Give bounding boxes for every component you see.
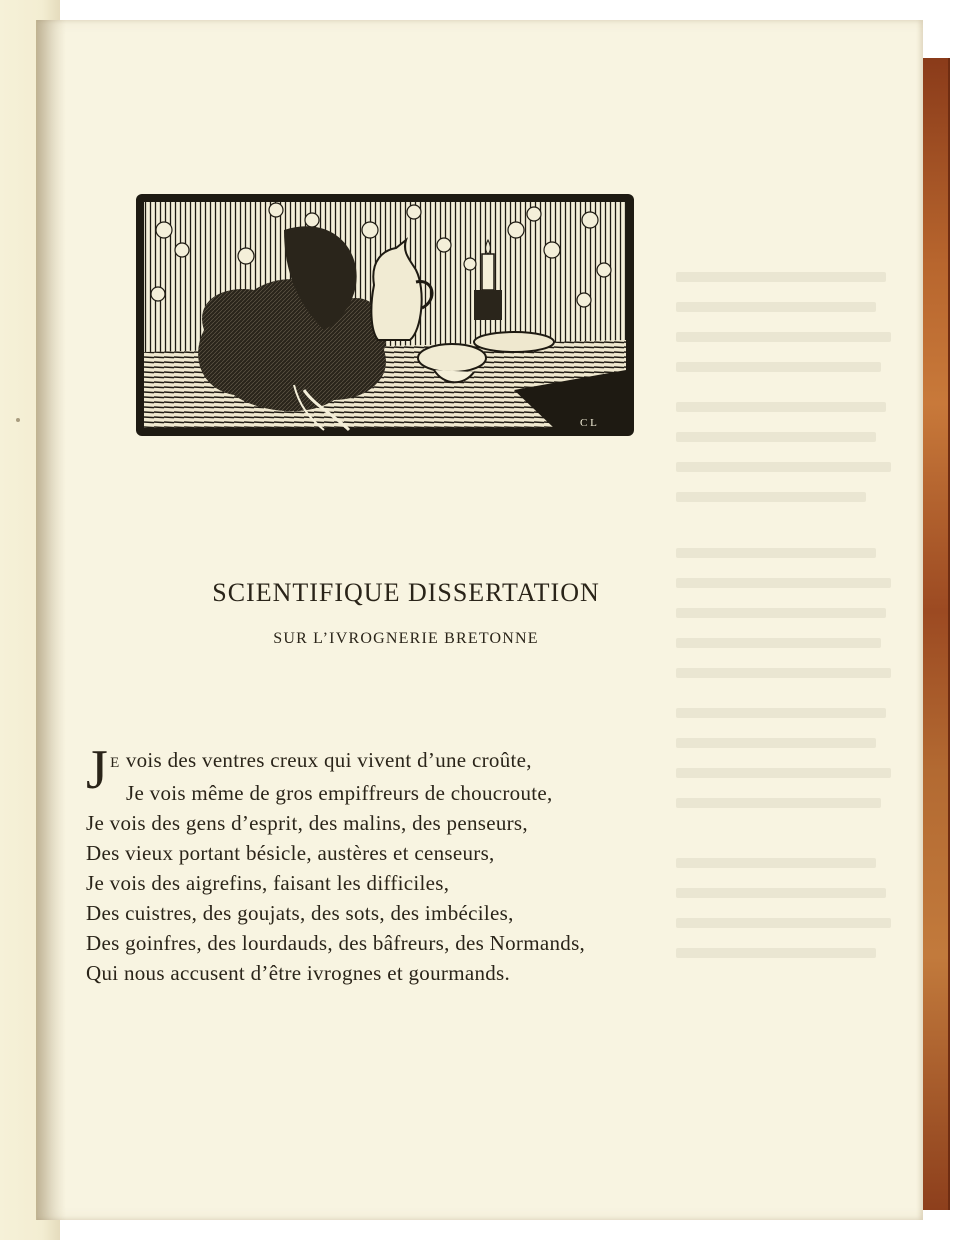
show-through-line	[676, 332, 891, 342]
hat-and-cloth	[198, 279, 386, 411]
candle	[482, 254, 494, 290]
woodcut-illustration	[134, 190, 638, 440]
verse-line-8: Qui nous accusent d’être ivrognes et gourmands.	[86, 961, 511, 985]
artist-signature: C L	[580, 417, 597, 429]
candlestick	[474, 290, 502, 320]
show-through-line	[676, 858, 876, 868]
show-through-line	[676, 918, 891, 928]
page-title: SCIENTIFIQUE DISSERTATION	[212, 578, 600, 607]
drop-cap: J	[86, 739, 109, 801]
show-through-line	[676, 432, 876, 442]
show-through-line	[676, 668, 891, 678]
show-through-line	[676, 798, 881, 808]
show-through-line	[676, 402, 886, 412]
bowl	[418, 344, 486, 372]
show-through-line	[676, 548, 876, 558]
gutter-shadow	[36, 20, 66, 1220]
verse-line-5: Je vois des aigrefins, faisant les difficiles,	[86, 871, 450, 895]
show-through-line	[676, 492, 866, 502]
verse-line-2: Je vois même de gros empiffreurs de choucroute,	[126, 781, 553, 805]
paper-speck	[16, 418, 20, 422]
show-through-line	[676, 362, 881, 372]
show-through-line	[676, 608, 886, 618]
verse-line-1-text: vois des ventres creux qui vivent d’une croûte,	[120, 748, 532, 772]
show-through-line	[676, 302, 876, 312]
plate	[474, 332, 554, 352]
page-subtitle: SUR L’IVROGNERIE BRETONNE	[273, 630, 539, 647]
show-through-line	[676, 768, 891, 778]
show-through-line	[676, 708, 886, 718]
verse-line-4: Des vieux portant bésicle, austères et censeurs,	[86, 841, 495, 865]
show-through-line	[676, 888, 886, 898]
show-through-line	[676, 948, 876, 958]
show-through-line	[676, 738, 876, 748]
poem-stanza	[86, 739, 706, 988]
verse-line-7: Des goinfres, des lourdauds, des bâfreurs, des Normands,	[86, 931, 586, 955]
first-word-smallcap: E	[110, 755, 121, 771]
show-through-line	[676, 462, 891, 472]
show-through-line	[676, 272, 886, 282]
verse-line-6: Des cuistres, des goujats, des sots, des imbéciles,	[86, 901, 514, 925]
verse-line-3: Je vois des gens d’esprit, des malins, des penseurs,	[86, 811, 528, 835]
